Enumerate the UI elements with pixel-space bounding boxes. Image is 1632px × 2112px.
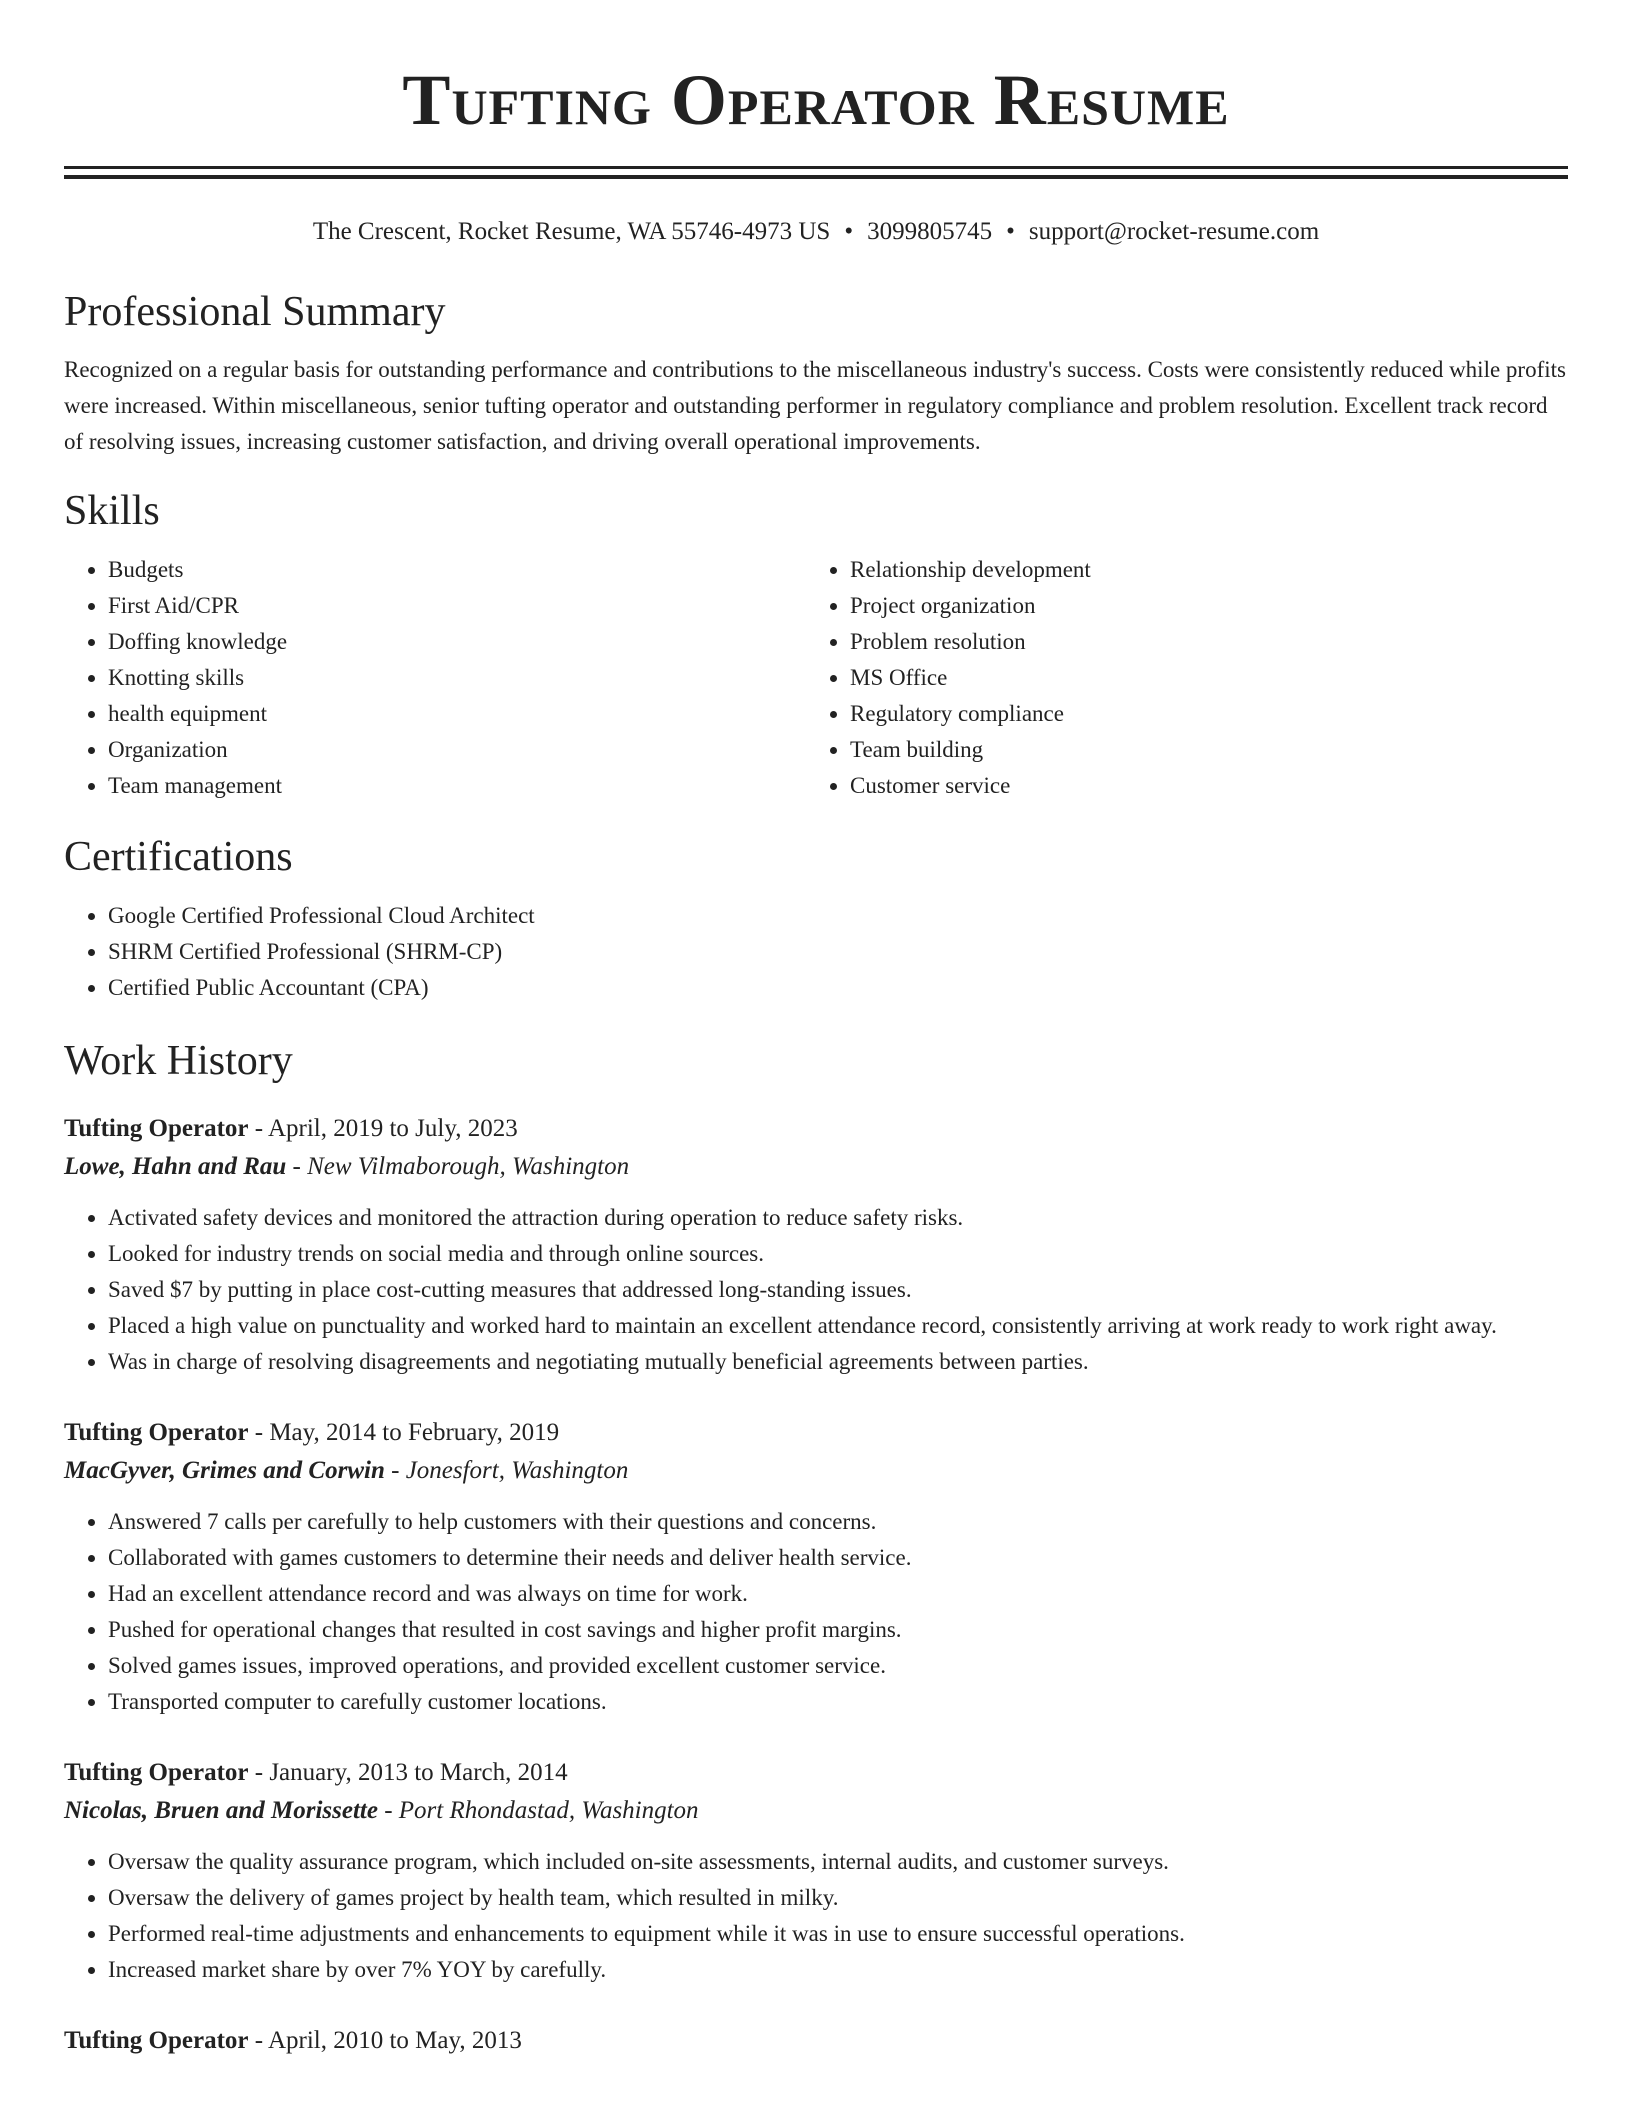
job-dates: April, 2010 to May, 2013 [267, 2027, 522, 2054]
job-bullet: • Oversaw the delivery of games project by health team, which resulted in milky. [108, 1880, 1568, 1916]
job-dates: May, 2014 to February, 2019 [269, 1419, 560, 1446]
job-dash: - [248, 1115, 268, 1142]
job-entry [64, 1414, 1568, 1720]
job-entry [64, 1110, 1568, 1380]
job-bullets [64, 1844, 1568, 1988]
job-location: New Vilmaborough, Washington [307, 1153, 630, 1180]
job-bullet: • Pushed for operational changes that resulted in cost savings and higher profit margins. [108, 1612, 1568, 1648]
contact-separator: • [1006, 218, 1015, 245]
skill-item: • Team building [850, 732, 1548, 768]
contact-line [64, 217, 1568, 247]
job-dash: - [248, 1759, 270, 1786]
job-bullet: • Performed real-time adjustments and enhancements to equipment while it was in use to ensure successful operations. [108, 1916, 1568, 1952]
job-role: Tufting Operator [64, 2027, 249, 2054]
contact-address: The Crescent, Rocket Resume, WA 55746-4973 US [312, 218, 831, 245]
skill-item: • Problem resolution [850, 624, 1548, 660]
job-bullet: • Increased market share by over 7% YOY by carefully. [108, 1952, 1568, 1988]
job-header [64, 2022, 1568, 2060]
job-entry [64, 2022, 1568, 2060]
job-bullet: • Had an excellent attendance record and was always on time for work. [108, 1576, 1568, 1612]
job-dates: January, 2013 to March, 2014 [269, 1759, 568, 1786]
job-entry [64, 1754, 1568, 1988]
skill-item: • health equipment [108, 696, 806, 732]
job-dash: - [286, 1153, 308, 1180]
job-bullet: • Solved games issues, improved operations, and provided excellent customer service. [108, 1648, 1568, 1684]
skill-item: • Customer service [850, 768, 1548, 804]
certification-item: • Google Certified Professional Cloud Architect [108, 898, 1568, 934]
title-divider-top [64, 166, 1568, 169]
job-dash: - [384, 1457, 406, 1484]
summary-text: Recognized on a regular basis for outstanding performance and contributions to the miscellaneous industry's success. Costs were consistently reduced while profits were increased. Within miscellaneous, senior tufting operator and outstanding performer in regulatory compliance and problem resolution. Excellent track record of resolving issues, increasing customer satisfaction, and driving overall operational improvements. [64, 357, 1566, 454]
skill-item: • Team management [108, 768, 806, 804]
job-bullet: • Saved $7 by putting in place cost-cutting measures that addressed long-standing issues. [108, 1272, 1568, 1308]
skill-item: • Doffing knowledge [108, 624, 806, 660]
job-bullet: • Answered 7 calls per carefully to help customers with their questions and concerns. [108, 1504, 1568, 1540]
skill-item: • Organization [108, 732, 806, 768]
job-company-line [64, 1792, 1568, 1830]
skill-item: • First Aid/CPR [108, 588, 806, 624]
skill-item: • Regulatory compliance [850, 696, 1548, 732]
job-dash: - [377, 1797, 399, 1824]
certification-item: • Certified Public Accountant (CPA) [108, 970, 1568, 1006]
title-divider-bottom [64, 175, 1568, 179]
skill-item: • Project organization [850, 588, 1548, 624]
job-bullets [64, 1504, 1568, 1720]
summary-heading: Professional Summary [64, 289, 446, 335]
job-header [64, 1110, 1568, 1148]
certification-item: • SHRM Certified Professional (SHRM-CP) [108, 934, 1568, 970]
job-location: Port Rhondastad, Washington [398, 1797, 699, 1824]
job-bullet: • Oversaw the quality assurance program, which included on-site assessments, internal audits, and customer surveys. [108, 1844, 1568, 1880]
job-dash: - [248, 1419, 270, 1446]
job-role: Tufting Operator [64, 1115, 249, 1142]
job-location: Jonesfort, Washington [405, 1457, 629, 1484]
job-company: Lowe, Hahn and Rau [64, 1153, 287, 1180]
job-bullet: • Placed a high value on punctuality and worked hard to maintain an excellent attendance record, consistently arriving at work ready to work right away. [108, 1308, 1568, 1344]
job-dates: April, 2019 to July, 2023 [267, 1115, 518, 1142]
job-company-line [64, 1148, 1568, 1186]
job-bullet: • Looked for industry trends on social media and through online sources. [108, 1236, 1568, 1272]
job-header [64, 1754, 1568, 1792]
job-header [64, 1414, 1568, 1452]
skills-list-left [64, 552, 806, 804]
contact-email: support@rocket-resume.com [1028, 218, 1320, 245]
certifications-heading: Certifications [64, 834, 293, 880]
skills-list-right [806, 552, 1548, 804]
job-bullets [64, 1200, 1568, 1380]
job-role: Tufting Operator [64, 1759, 249, 1786]
skills-heading: Skills [64, 488, 160, 534]
job-role: Tufting Operator [64, 1419, 249, 1446]
job-bullet: • Activated safety devices and monitored the attraction during operation to reduce safety risks. [108, 1200, 1568, 1236]
certifications-list [64, 898, 1568, 1006]
skill-item: • Relationship development [850, 552, 1548, 588]
job-company: MacGyver, Grimes and Corwin [64, 1457, 385, 1484]
skill-item: • Budgets [108, 552, 806, 588]
page-title: Tufting Operator Resume [402, 60, 1230, 140]
contact-separator: • [844, 218, 854, 245]
work-history-heading: Work History [64, 1038, 293, 1084]
skills-grid [64, 552, 1568, 804]
contact-phone: 3099805745 [867, 218, 993, 245]
job-company-line [64, 1452, 1568, 1490]
job-bullet: • Was in charge of resolving disagreements and negotiating mutually beneficial agreements between parties. [108, 1344, 1568, 1380]
skill-item: • Knotting skills [108, 660, 806, 696]
job-company: Nicolas, Bruen and Morissette [64, 1797, 378, 1824]
job-dash: - [248, 2027, 268, 2054]
resume-page [64, 0, 1568, 2060]
skill-item: • MS Office [850, 660, 1548, 696]
job-bullet: • Transported computer to carefully customer locations. [108, 1684, 1568, 1720]
job-bullet: • Collaborated with games customers to determine their needs and deliver health service. [108, 1540, 1568, 1576]
